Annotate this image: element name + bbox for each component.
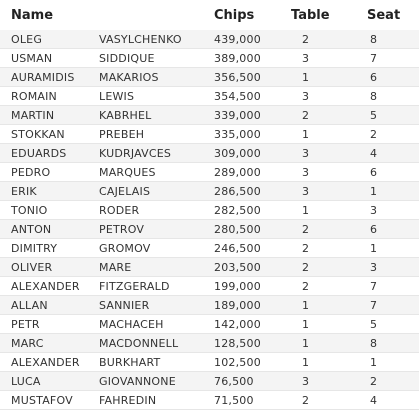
last-name-cell: MARE <box>99 260 132 274</box>
last-name-cell: KUDRJAVCES <box>99 146 172 160</box>
chips-cell: 356,500 <box>214 70 261 84</box>
chips-cell: 189,000 <box>214 298 261 312</box>
first-name-cell: ALEXANDER <box>11 279 80 293</box>
table-number-cell: 3 <box>302 51 310 65</box>
last-name-cell: GROMOV <box>99 241 151 255</box>
table-row <box>0 163 419 182</box>
seat-number-cell: 2 <box>370 374 378 388</box>
chips-cell: 282,500 <box>214 203 261 217</box>
table-number-cell: 1 <box>302 355 310 369</box>
table-row <box>0 315 419 334</box>
first-name-cell: AURAMIDIS <box>11 70 75 84</box>
chips-cell: 246,500 <box>214 241 261 255</box>
last-name-cell: MACHACEH <box>99 317 164 331</box>
chips-cell: 76,500 <box>214 374 254 388</box>
table-row <box>0 277 419 296</box>
table-number-cell: 1 <box>302 336 310 350</box>
last-name-cell: MACDONNELL <box>99 336 179 350</box>
table-row <box>0 49 419 68</box>
table-number-cell: 1 <box>302 317 310 331</box>
table-row <box>0 258 419 277</box>
chips-cell: 203,500 <box>214 260 261 274</box>
seat-number-cell: 6 <box>370 165 378 179</box>
last-name-cell: GIOVANNONE <box>99 374 176 388</box>
seat-number-cell: 8 <box>370 32 378 46</box>
table-number-cell: 2 <box>302 108 310 122</box>
chips-cell: 439,000 <box>214 32 261 46</box>
last-name-cell: FITZGERALD <box>99 279 170 293</box>
first-name-cell: MUSTAFOV <box>11 393 73 407</box>
table-row <box>0 372 419 391</box>
table-number-cell: 3 <box>302 146 310 160</box>
last-name-cell: KABRHEL <box>99 108 152 122</box>
first-name-cell: ROMAIN <box>11 89 57 103</box>
table-number-cell: 1 <box>302 127 310 141</box>
first-name-cell: ANTON <box>11 222 52 236</box>
seat-number-cell: 1 <box>370 184 378 198</box>
last-name-cell: MAKARIOS <box>99 70 159 84</box>
seat-number-cell: 1 <box>370 355 378 369</box>
table-row <box>0 334 419 353</box>
first-name-cell: OLIVER <box>11 260 53 274</box>
column-header-table: Table <box>291 7 330 23</box>
last-name-cell: VASYLCHENKO <box>99 32 182 46</box>
first-name-cell: USMAN <box>11 51 53 65</box>
table-number-cell: 3 <box>302 165 310 179</box>
table-number-cell: 2 <box>302 279 310 293</box>
chips-cell: 335,000 <box>214 127 261 141</box>
first-name-cell: EDUARDS <box>11 146 67 160</box>
first-name-cell: ALLAN <box>11 298 48 312</box>
chips-cell: 199,000 <box>214 279 261 293</box>
table-row <box>0 30 419 49</box>
table-row <box>0 239 419 258</box>
last-name-cell: SANNIER <box>99 298 150 312</box>
chips-cell: 128,500 <box>214 336 261 350</box>
table-row <box>0 182 419 201</box>
table-header <box>0 0 419 30</box>
seat-number-cell: 8 <box>370 336 378 350</box>
table-row <box>0 87 419 106</box>
chips-cell: 142,000 <box>214 317 261 331</box>
table-number-cell: 2 <box>302 32 310 46</box>
table-number-cell: 1 <box>302 70 310 84</box>
seat-number-cell: 2 <box>370 127 378 141</box>
first-name-cell: PETR <box>11 317 40 331</box>
last-name-cell: PREBEH <box>99 127 145 141</box>
table-number-cell: 2 <box>302 222 310 236</box>
chips-cell: 309,000 <box>214 146 261 160</box>
first-name-cell: OLEG <box>11 32 43 46</box>
chips-cell: 389,000 <box>214 51 261 65</box>
seat-number-cell: 8 <box>370 89 378 103</box>
seat-number-cell: 3 <box>370 203 378 217</box>
first-name-cell: ERIK <box>11 184 37 198</box>
seat-number-cell: 7 <box>370 51 378 65</box>
chips-cell: 102,500 <box>214 355 261 369</box>
last-name-cell: FAHREDIN <box>99 393 157 407</box>
first-name-cell: LUCA <box>11 374 41 388</box>
first-name-cell: MARTIN <box>11 108 55 122</box>
table-number-cell: 1 <box>302 203 310 217</box>
last-name-cell: BURKHART <box>99 355 161 369</box>
last-name-cell: PETROV <box>99 222 145 236</box>
chips-cell: 71,500 <box>214 393 254 407</box>
seat-number-cell: 4 <box>370 146 378 160</box>
first-name-cell: DIMITRY <box>11 241 58 255</box>
table-row <box>0 201 419 220</box>
column-header-chips: Chips <box>214 7 255 23</box>
table-number-cell: 1 <box>302 298 310 312</box>
table-number-cell: 2 <box>302 241 310 255</box>
table-row <box>0 68 419 87</box>
last-name-cell: CAJELAIS <box>99 184 151 198</box>
table-number-cell: 2 <box>302 393 310 407</box>
table-number-cell: 3 <box>302 374 310 388</box>
chips-cell: 280,500 <box>214 222 261 236</box>
table-number-cell: 3 <box>302 184 310 198</box>
last-name-cell: RODER <box>99 203 140 217</box>
chips-cell: 354,500 <box>214 89 261 103</box>
seat-number-cell: 1 <box>370 241 378 255</box>
first-name-cell: ALEXANDER <box>11 355 80 369</box>
column-header-name: Name <box>11 7 54 23</box>
table-row <box>0 220 419 239</box>
last-name-cell: MARQUES <box>99 165 156 179</box>
table-row <box>0 296 419 315</box>
last-name-cell: LEWIS <box>99 89 135 103</box>
first-name-cell: STOKKAN <box>11 127 65 141</box>
first-name-cell: TONIO <box>11 203 48 217</box>
seat-number-cell: 3 <box>370 260 378 274</box>
seat-number-cell: 4 <box>370 393 378 407</box>
table-number-cell: 2 <box>302 260 310 274</box>
column-header-seat: Seat <box>367 7 401 23</box>
table-row <box>0 391 419 410</box>
table-row <box>0 353 419 372</box>
last-name-cell: SIDDIQUE <box>99 51 155 65</box>
table-row <box>0 144 419 163</box>
table-row <box>0 125 419 144</box>
chips-cell: 339,000 <box>214 108 261 122</box>
seat-number-cell: 5 <box>370 317 378 331</box>
seat-number-cell: 6 <box>370 222 378 236</box>
chips-cell: 286,500 <box>214 184 261 198</box>
first-name-cell: MARC <box>11 336 44 350</box>
table-number-cell: 3 <box>302 89 310 103</box>
seat-number-cell: 7 <box>370 279 378 293</box>
first-name-cell: PEDRO <box>11 165 51 179</box>
chips-cell: 289,000 <box>214 165 261 179</box>
seat-number-cell: 6 <box>370 70 378 84</box>
table-row <box>0 106 419 125</box>
seat-number-cell: 7 <box>370 298 378 312</box>
seat-number-cell: 5 <box>370 108 378 122</box>
table-body <box>0 30 419 410</box>
